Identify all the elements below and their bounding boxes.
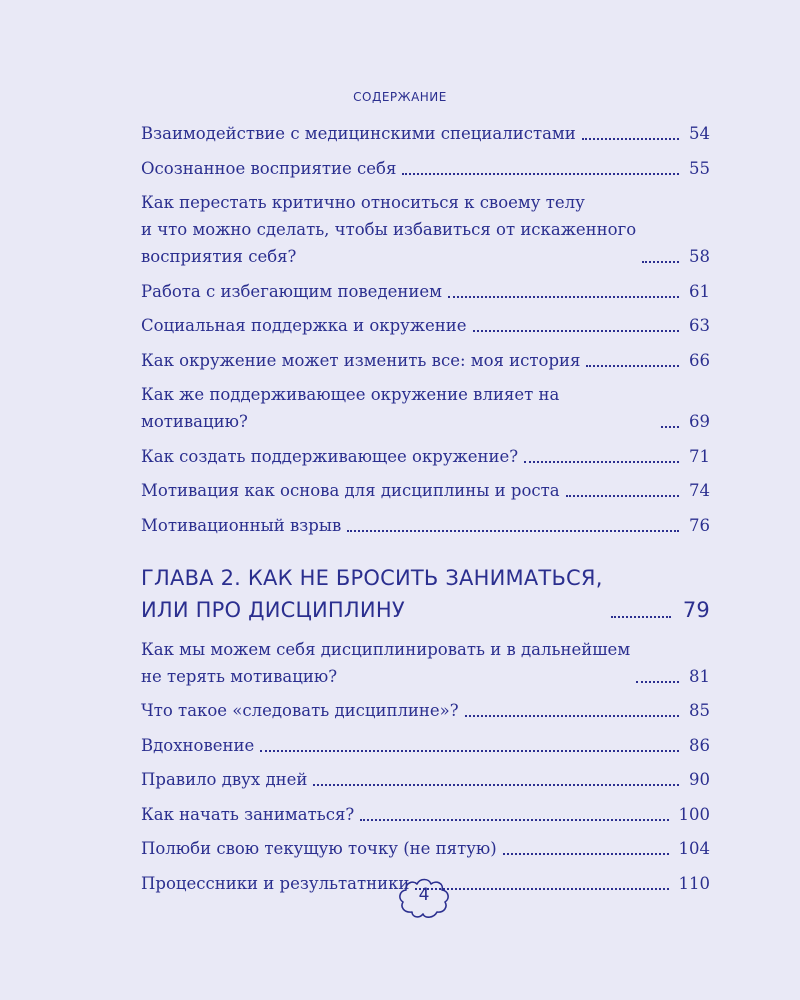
toc-entry[interactable]	[141, 347, 710, 374]
toc-entry[interactable]	[141, 189, 710, 270]
dot-leader	[586, 365, 679, 367]
toc-entry-title: Мотивация как основа для дисциплины и роста	[141, 481, 560, 500]
toc-entry-title: Социальная поддержка и окружение	[141, 316, 467, 335]
page-number-badge	[398, 876, 450, 920]
dot-leader	[473, 330, 679, 332]
toc-entry-title: Полюби свою текущую точку (не пятую)	[141, 839, 497, 858]
toc-chapter-heading[interactable]	[141, 562, 710, 626]
dot-leader	[566, 495, 679, 497]
dot-leader	[611, 616, 671, 618]
running-header: СОДЕРЖАНИЕ	[353, 90, 447, 104]
toc-entry-page: 81	[689, 666, 710, 686]
toc-entry-title: Как перестать критично относиться к своему телу и что можно сделать, чтобы избавиться от искаженного восприятия себя?	[141, 193, 637, 266]
toc-entry-title: Работа с избегающим поведением	[141, 281, 442, 301]
dot-leader	[465, 715, 679, 717]
toc-entry-title: Процессники и результатники	[141, 873, 410, 893]
toc-entry[interactable]	[141, 697, 710, 724]
toc-entry-page: 71	[689, 446, 710, 466]
toc-entry-page: 54	[689, 124, 710, 143]
toc-entry-title: Осознанное восприятие себя	[141, 158, 397, 178]
toc-entry-page: 76	[689, 515, 710, 535]
toc-entry-page: 66	[689, 350, 710, 370]
toc-entry-page: 90	[689, 770, 710, 789]
toc-entry[interactable]	[141, 512, 710, 539]
chapter-page: 79	[682, 597, 710, 622]
toc-entry-title: Взаимодействие с медицинскими специалистами	[141, 124, 576, 143]
toc-entry[interactable]	[141, 835, 710, 862]
toc-entry-page: 63	[689, 316, 710, 335]
toc-entry-title: Как начать заниматься?	[141, 804, 355, 824]
page-number: 4	[418, 885, 430, 905]
toc-entry[interactable]	[141, 636, 710, 690]
toc-entry[interactable]	[141, 381, 710, 435]
toc-entry[interactable]	[141, 155, 710, 182]
toc-entry-title: Мотивационный взрыв	[141, 515, 342, 535]
dot-leader	[347, 530, 679, 532]
dot-leader	[582, 138, 679, 140]
toc-entry[interactable]	[141, 732, 710, 759]
dot-leader	[448, 296, 679, 298]
dot-leader	[402, 173, 679, 175]
toc-entry[interactable]	[141, 120, 710, 147]
dot-leader	[636, 681, 679, 683]
toc-entry[interactable]	[141, 312, 710, 339]
toc-entry-page: 58	[689, 247, 710, 266]
toc-entry-title: Правило двух дней	[141, 770, 308, 789]
table-of-contents	[141, 120, 710, 904]
toc-entry[interactable]	[141, 443, 710, 470]
toc-entry-page: 86	[689, 735, 710, 755]
dot-leader	[260, 750, 679, 752]
dot-leader	[661, 426, 679, 428]
toc-entry-title: Как же поддерживающее окружение влияет на мотивацию?	[141, 385, 560, 431]
dot-leader	[503, 853, 669, 855]
toc-entry-page: 55	[689, 158, 710, 178]
toc-entry[interactable]	[141, 278, 710, 305]
dot-leader	[313, 784, 679, 786]
dot-leader	[642, 261, 679, 263]
dot-leader	[360, 819, 668, 821]
toc-entry[interactable]	[141, 477, 710, 504]
toc-entry-page: 100	[678, 804, 710, 824]
dot-leader	[524, 461, 679, 463]
toc-entry-page: 74	[689, 481, 710, 500]
chapter-title: ГЛАВА 2. КАК НЕ БРОСИТЬ ЗАНИМАТЬСЯ, ИЛИ ПРО ДИСЦИПЛИНУ	[141, 565, 603, 622]
toc-entry-title: Как создать поддерживающее окружение?	[141, 446, 519, 466]
toc-entry-title: Как мы можем себя дисциплинировать и в дальнейшем не терять мотивацию?	[141, 639, 631, 686]
toc-entry-title: Вдохновение	[141, 735, 255, 755]
toc-entry-page: 61	[689, 281, 710, 301]
dot-leader	[415, 888, 668, 890]
toc-entry[interactable]	[141, 801, 710, 828]
toc-entry-page: 104	[678, 839, 710, 858]
toc-entry[interactable]	[141, 766, 710, 793]
toc-entry-page: 110	[678, 873, 710, 893]
toc-entry-title: Что такое «следовать дисциплине»?	[141, 701, 459, 720]
toc-entry-title: Как окружение может изменить все: моя история	[141, 350, 581, 370]
toc-entry-page: 85	[689, 701, 710, 720]
toc-entry-page: 69	[689, 412, 710, 431]
